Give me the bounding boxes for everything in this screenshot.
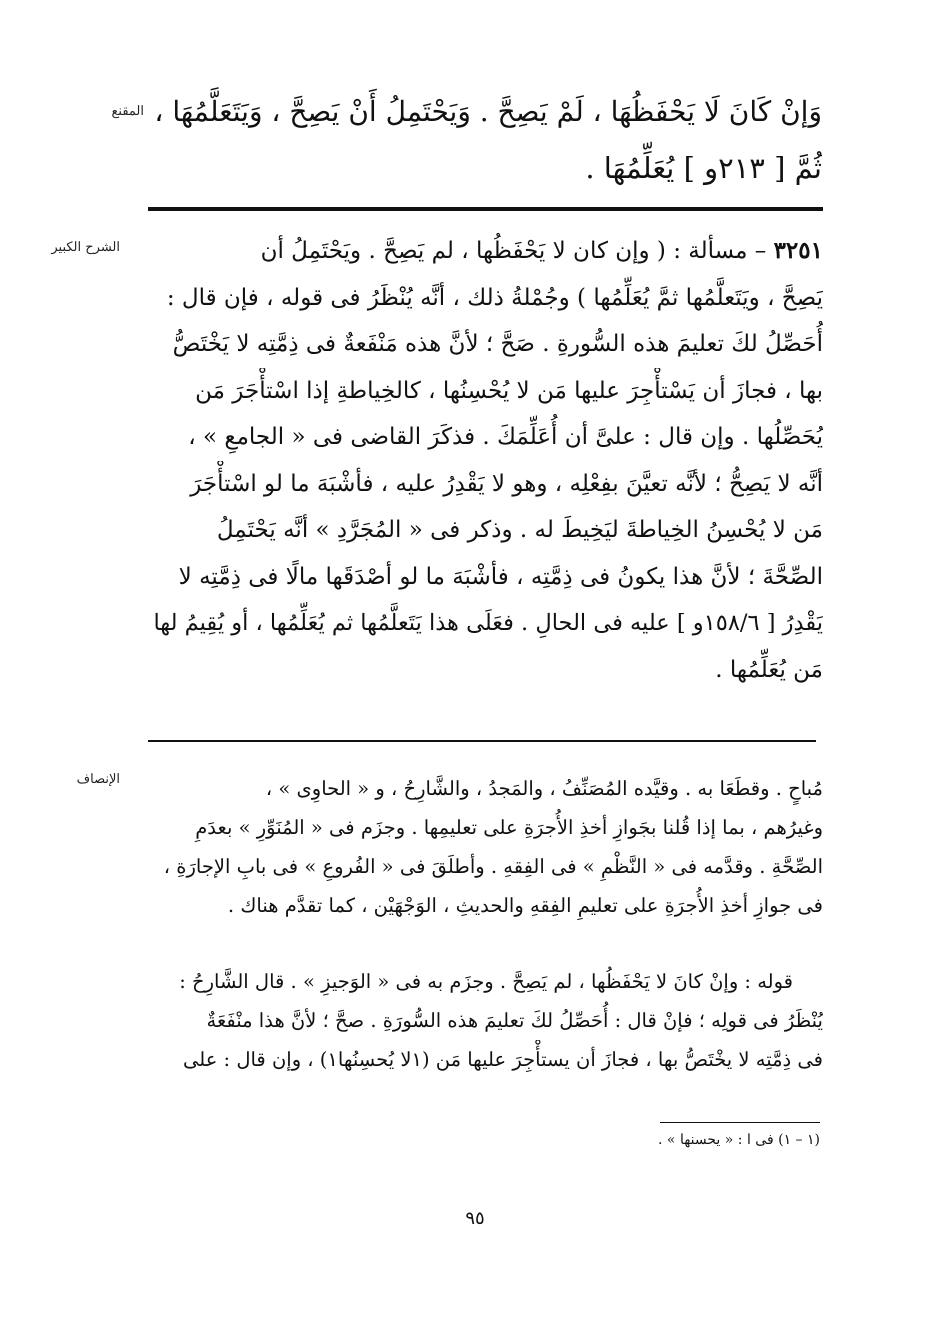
insaf-line: مُباحٍ . وقطَعَا به . وقيَّده المُصَنِّفُ ، والمَجدُ ، والشَّارِحُ ، و « الحاوِى » ، [265, 777, 823, 800]
page-number: ٩٥ [465, 1208, 485, 1229]
muqni-line: ثُمَّ [ ٢١٣و ] يُعَلِّمُهَا . [585, 151, 822, 185]
footnote-divider [660, 1122, 820, 1123]
sharh-line: يُحَصِّلُها . وإن قال : علىَّ أن أُعَلِّمَكَ . فذكَرَ القاضى فى « الجامعِ » ، [188, 424, 823, 450]
sharh-text [148, 228, 823, 693]
section-divider [148, 207, 823, 211]
section-label-insaf: الإنصاف [76, 772, 120, 787]
sharh-line: يَقْدِرُ [ ١٥٨/٦و ] عليه فى الحالِ . فعَلَى هذا يَتَعلَّمُها ثم يُعَلِّمُها ، أو يُقِيمُ لها [153, 610, 823, 636]
muqni-text [150, 84, 822, 196]
sharh-line: أُحَصِّلُ لكَ تعليمَ هذه السُّورةِ . صَحَّ ؛ لأنَّ هذه مَنْفَعةٌ فى ذِمَّتِه لا يَخْتَصُّ [172, 331, 823, 357]
insaf-paragraph-1 [148, 769, 823, 925]
insaf-paragraph-2 [148, 962, 823, 1079]
sharh-line: الصِّحَّةَ ؛ لأنَّ هذا يكونُ فى ذِمَّتِه ، فأشْبَهَ ما لو أصْدَقَها مالًا فى ذِمَّتِه لا [178, 563, 823, 590]
sharh-line: يَصِحَّ ، ويَتَعلَّمُها ثمَّ يُعَلِّمُها ) وجُمْلةُ ذلك ، أنَّه يُنْظَرُ فى قوله ، فإن قال : [166, 284, 823, 311]
insaf-line: قوله : وإنْ كانَ لا يَحْفَظُها ، لم يَصِحَّ . وجزَم به فى « الوَجيزِ » . قال الشَّارِحُ : [179, 970, 793, 993]
sharh-line: مَن لا يُحْسِنُ الخِياطةَ ليَخِيطَ له . وذكر فى « المُجَرَّدِ » أنَّه يَحْتَمِلُ [216, 517, 823, 543]
footnote: (١ – ١) فى ا : « يحسنها » . [658, 1132, 820, 1148]
sharh-first-line [148, 228, 823, 275]
insaf-line: فى ذِمَّتِه لا يخْتَصُّ بها ، فجازَ أن يستأْجِرَ عليها مَن (١لا يُحسِنُها١) ، وإن قال : على [183, 1048, 823, 1071]
issue-number: ٣٢٥١ [773, 237, 823, 264]
section-label-muqni: المقنع [111, 104, 144, 119]
section-label-sharh: الشرح الكبير [51, 240, 120, 255]
section-divider [148, 740, 816, 742]
sharh-line: – مسألة : ( وإن كان لا يَحْفَظُها ، لم يَصِحَّ . ويَحْتَمِلُ أن [260, 238, 767, 264]
insaf-line: فى جوازِ أخذِ الأُجرَةِ على تعليمِ الفِقهِ والحديثِ ، الوَجْهَيْن ، كما تقدَّم هناك . [227, 894, 823, 917]
sharh-line: أنَّه لا يَصِحُّ ؛ لأنَّه تعيَّنَ بفِعْلِه ، وهو لا يَقْدِرُ عليه ، فأشْبَهَ ما لو اسْتأْجَرَ [190, 470, 823, 497]
insaf-line: الصِّحَّةِ . وقدَّمه فى « النَّظْمِ » فى الفِقهِ . وأطلَقَ فى « الفُروعِ » فى بابِ الإجارَةِ ، [163, 855, 823, 878]
sharh-line: مَن يُعَلِّمُها . [715, 656, 823, 683]
muqni-line: وَإنْ كَانَ لَا يَحْفَظُهَا ، لَمْ يَصِحَّ . وَيَحْتَمِلُ أَنْ يَصِحَّ ، وَيَتَعَلَّمُهَا ، [154, 95, 822, 128]
insaf-line: وغيرُهم ، بما إذا قُلنا بجَوازِ أخذِ الأُجرَةِ على تعليمِها . وجزَم فى « المُنَوِّرِ » بعدَمِ [195, 816, 823, 839]
insaf-line: يُنْظَرُ فى قولِه ؛ فإنْ قال : أُحَصِّلُ لكَ تعليمَ هذه السُّورَةِ . صحَّ ؛ لأنَّ هذا منْفَعَةٌ [206, 1009, 823, 1032]
sharh-line: بها ، فجازَ أن يَسْتأْجِرَ عليها مَن لا يُحْسِنُها ، كالخِياطةِ إذا اسْتأْجَرَ مَن [195, 377, 823, 404]
